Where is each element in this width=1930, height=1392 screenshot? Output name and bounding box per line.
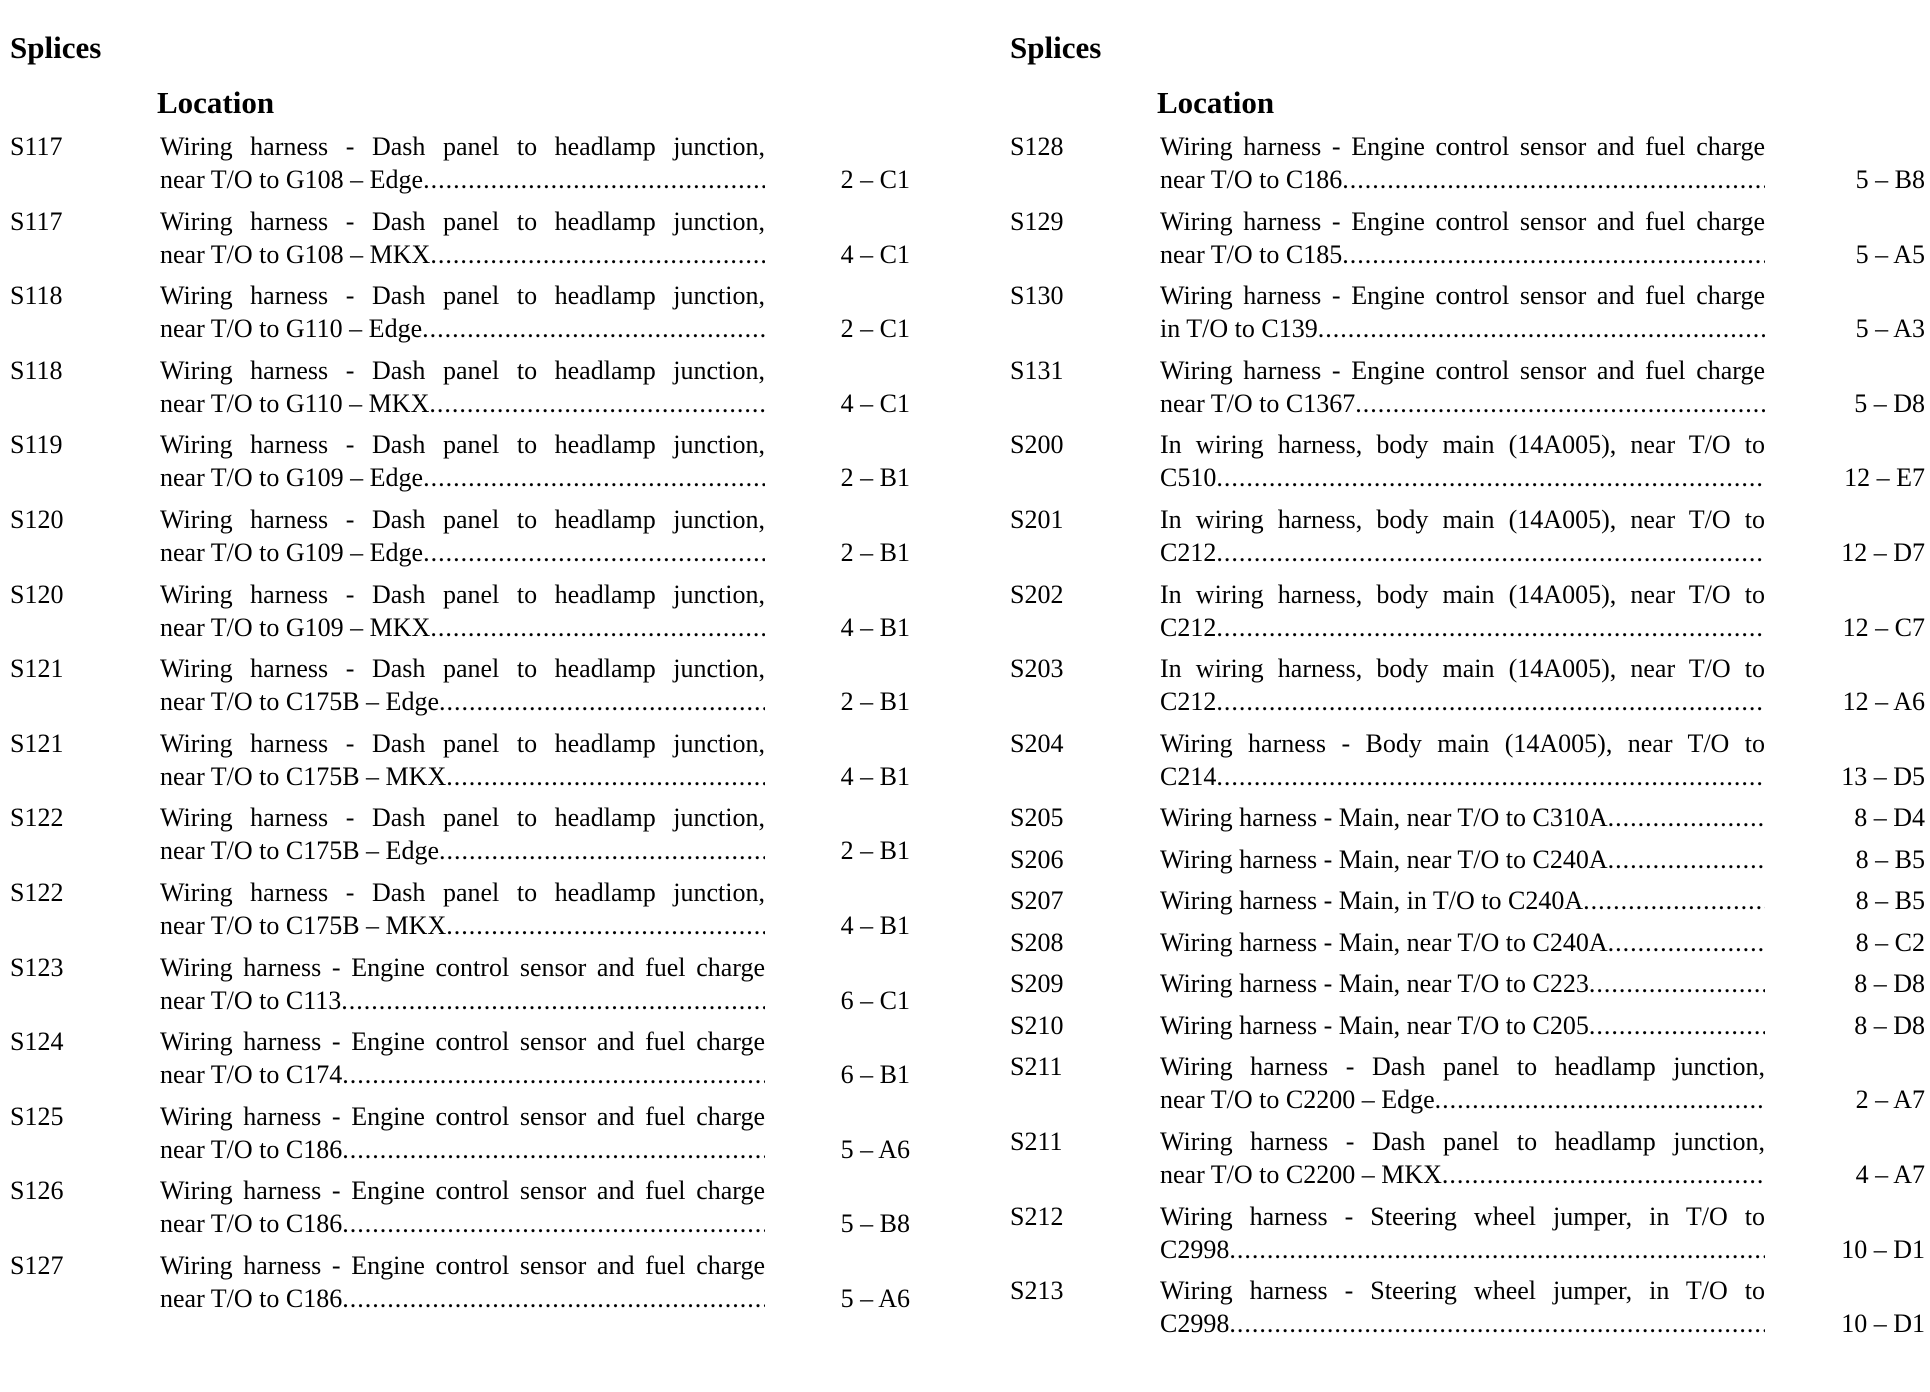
location-line-1: Wiring harness - Dash panel to headlamp junction, bbox=[160, 803, 765, 833]
splice-row bbox=[1010, 843, 1925, 885]
splice-row bbox=[1010, 652, 1925, 727]
grid-reference: 10 – D1 bbox=[1841, 1309, 1925, 1339]
grid-reference: 4 – A7 bbox=[1855, 1159, 1925, 1189]
splice-id: S213 bbox=[1010, 1276, 1064, 1306]
splice-row bbox=[10, 801, 910, 876]
location-line-2 bbox=[160, 1133, 765, 1166]
location-line-2 bbox=[1160, 1083, 1765, 1116]
location-text: Wiring harness - Main, near T/O to C240A bbox=[1160, 927, 1608, 957]
dot-leader bbox=[1229, 1307, 1765, 1340]
grid-reference: 2 – B1 bbox=[840, 463, 910, 493]
location-line bbox=[1160, 1009, 1765, 1042]
dot-leader bbox=[1355, 387, 1765, 420]
location-line-1: Wiring harness - Body main (14A005), near T/O to bbox=[1160, 728, 1765, 758]
splice-row bbox=[1010, 578, 1925, 653]
grid-reference: 2 – A7 bbox=[1855, 1085, 1925, 1115]
dot-leader bbox=[1435, 1083, 1765, 1116]
splice-id: S209 bbox=[1010, 969, 1064, 999]
location-text: near T/O to G110 – Edge bbox=[160, 314, 423, 344]
splice-id: S125 bbox=[10, 1101, 64, 1131]
splice-location bbox=[160, 578, 765, 644]
dot-leader bbox=[1583, 884, 1765, 917]
splice-id: S130 bbox=[1010, 281, 1064, 311]
dot-leader bbox=[1442, 1158, 1765, 1191]
splice-location bbox=[1160, 1009, 1765, 1042]
dot-leader bbox=[1608, 843, 1765, 876]
location-text: near T/O to G110 – MKX bbox=[160, 388, 430, 418]
location-line-2 bbox=[160, 312, 765, 345]
splice-id: S127 bbox=[10, 1250, 64, 1280]
location-line-1: In wiring harness, body main (14A005), near T/O to bbox=[1160, 504, 1765, 534]
location-text: near T/O to C113 bbox=[160, 985, 342, 1015]
grid-reference: 2 – B1 bbox=[840, 687, 910, 717]
splice-location bbox=[1160, 354, 1765, 420]
splice-id: S118 bbox=[10, 355, 63, 385]
splice-location bbox=[1160, 926, 1765, 959]
splice-location bbox=[160, 503, 765, 569]
location-text: C2998 bbox=[1160, 1309, 1230, 1339]
dot-leader bbox=[1216, 760, 1765, 793]
splice-id: S128 bbox=[1010, 132, 1064, 161]
dot-leader bbox=[1318, 312, 1765, 345]
location-text: near T/O to C175B – Edge bbox=[160, 836, 439, 866]
dot-leader bbox=[1216, 461, 1765, 494]
location-line-2 bbox=[160, 461, 765, 494]
location-text: near T/O to C185 bbox=[1160, 239, 1343, 269]
location-line-2 bbox=[160, 1282, 765, 1315]
location-line-1: Wiring harness - Engine control sensor and fuel charge bbox=[1160, 206, 1765, 236]
grid-reference: 2 – C1 bbox=[840, 165, 910, 194]
splice-row bbox=[10, 1100, 910, 1175]
grid-reference: 4 – B1 bbox=[840, 612, 910, 642]
splice-id: S120 bbox=[10, 579, 64, 609]
location-line bbox=[1160, 801, 1765, 834]
dot-leader bbox=[446, 760, 765, 793]
splice-row bbox=[10, 876, 910, 951]
location-line-1: Wiring harness - Engine control sensor and fuel charge bbox=[160, 1176, 765, 1206]
location-line-2 bbox=[160, 387, 765, 420]
location-line-1: Wiring harness - Dash panel to headlamp junction, bbox=[1160, 1126, 1765, 1156]
grid-reference: 8 – D8 bbox=[1854, 969, 1925, 999]
dot-leader bbox=[422, 312, 765, 345]
location-text: Wiring harness - Main, near T/O to C205 bbox=[1160, 1010, 1589, 1040]
splice-id: S123 bbox=[10, 952, 64, 982]
location-text: Wiring harness - Main, near T/O to C223 bbox=[1160, 969, 1589, 999]
splice-id: S126 bbox=[10, 1176, 64, 1206]
splice-id: S207 bbox=[1010, 886, 1064, 916]
location-text: Wiring harness - Main, near T/O to C240A bbox=[1160, 844, 1608, 874]
splice-location bbox=[160, 130, 765, 196]
grid-reference: 10 – D1 bbox=[1841, 1234, 1925, 1264]
splice-location bbox=[160, 727, 765, 793]
location-text: C212 bbox=[1160, 687, 1217, 717]
location-text: near T/O to G108 – Edge bbox=[160, 165, 424, 194]
grid-reference: 12 – E7 bbox=[1844, 463, 1925, 493]
dot-leader bbox=[429, 387, 765, 420]
splice-location bbox=[160, 279, 765, 345]
grid-reference: 5 – D8 bbox=[1854, 388, 1925, 418]
splice-list bbox=[1010, 130, 1925, 1349]
location-text: Wiring harness - Main, near T/O to C310A bbox=[1160, 803, 1608, 833]
splice-row bbox=[1010, 205, 1925, 280]
grid-reference: 4 – B1 bbox=[840, 910, 910, 940]
location-text: in T/O to C139 bbox=[1160, 314, 1318, 344]
splice-location bbox=[1160, 843, 1765, 876]
location-line bbox=[1160, 926, 1765, 959]
splice-location bbox=[1160, 967, 1765, 1000]
location-text: near T/O to C186 bbox=[160, 1209, 343, 1239]
splice-row bbox=[10, 130, 910, 205]
location-line bbox=[1160, 843, 1765, 876]
splice-id: S117 bbox=[10, 132, 63, 161]
grid-reference: 5 – A6 bbox=[840, 1134, 910, 1164]
location-column-header: Location bbox=[1157, 85, 1275, 120]
grid-reference: 4 – C1 bbox=[840, 388, 910, 418]
splice-id: S121 bbox=[10, 728, 64, 758]
splice-row bbox=[10, 428, 910, 503]
splice-id: S204 bbox=[1010, 728, 1064, 758]
splice-location bbox=[160, 951, 765, 1017]
splice-location bbox=[1160, 652, 1765, 718]
location-text: near T/O to C174 bbox=[160, 1060, 343, 1090]
location-line-1: Wiring harness - Dash panel to headlamp junction, bbox=[160, 281, 765, 311]
location-line-1: In wiring harness, body main (14A005), near T/O to bbox=[1160, 579, 1765, 609]
location-line-2 bbox=[1160, 760, 1765, 793]
splice-row bbox=[1010, 1009, 1925, 1051]
grid-reference: 8 – D8 bbox=[1854, 1010, 1925, 1040]
splice-id: S211 bbox=[1010, 1126, 1063, 1156]
location-line-2 bbox=[1160, 312, 1765, 345]
location-line-1: In wiring harness, body main (14A005), near T/O to bbox=[1160, 430, 1765, 460]
location-line-1: Wiring harness - Dash panel to headlamp junction, bbox=[1160, 1052, 1765, 1082]
grid-reference: 12 – C7 bbox=[1842, 612, 1925, 642]
location-line bbox=[1160, 967, 1765, 1000]
splice-row bbox=[10, 354, 910, 429]
location-line-1: Wiring harness - Engine control sensor and fuel charge bbox=[1160, 132, 1765, 161]
splice-location bbox=[1160, 1274, 1765, 1340]
grid-reference: 4 – C1 bbox=[840, 239, 910, 269]
dot-leader bbox=[423, 461, 765, 494]
location-line-2 bbox=[1160, 536, 1765, 569]
splice-row bbox=[1010, 1050, 1925, 1125]
splice-id: S122 bbox=[10, 877, 64, 907]
splice-location bbox=[160, 1249, 765, 1315]
grid-reference: 6 – C1 bbox=[840, 985, 910, 1015]
splice-row bbox=[10, 951, 910, 1026]
splice-id: S121 bbox=[10, 654, 64, 684]
location-text: near T/O to C186 bbox=[1160, 165, 1343, 194]
splice-location bbox=[1160, 801, 1765, 834]
splice-row bbox=[1010, 1200, 1925, 1275]
dot-leader bbox=[1216, 685, 1765, 718]
splice-id: S212 bbox=[1010, 1201, 1064, 1231]
splice-row bbox=[1010, 727, 1925, 802]
location-line-2 bbox=[1160, 163, 1765, 196]
location-text: near T/O to G109 – Edge bbox=[160, 537, 424, 567]
splice-row bbox=[10, 578, 910, 653]
splice-id: S131 bbox=[1010, 355, 1064, 385]
location-line-1: Wiring harness - Steering wheel jumper, in T/O to bbox=[1160, 1276, 1765, 1306]
dot-leader bbox=[1589, 1009, 1765, 1042]
grid-reference: 12 – D7 bbox=[1841, 537, 1925, 567]
splice-location bbox=[160, 428, 765, 494]
location-text: C212 bbox=[1160, 537, 1217, 567]
dot-leader bbox=[1608, 926, 1765, 959]
grid-reference: 5 – B8 bbox=[1855, 165, 1925, 194]
splice-row bbox=[10, 205, 910, 280]
splice-row bbox=[1010, 884, 1925, 926]
dot-leader bbox=[1342, 163, 1765, 196]
location-line-2 bbox=[160, 163, 765, 196]
location-line-2 bbox=[160, 834, 765, 867]
splice-location bbox=[1160, 578, 1765, 644]
grid-reference: 6 – B1 bbox=[840, 1060, 910, 1090]
location-text: near T/O to C186 bbox=[160, 1134, 343, 1164]
splice-id: S210 bbox=[1010, 1010, 1064, 1040]
dot-leader bbox=[342, 1282, 765, 1315]
splice-id: S206 bbox=[1010, 844, 1064, 874]
location-line-2 bbox=[160, 1207, 765, 1240]
location-line-2 bbox=[160, 685, 765, 718]
location-line-2 bbox=[160, 909, 765, 942]
location-line-1: Wiring harness - Dash panel to headlamp junction, bbox=[160, 430, 765, 460]
splice-location bbox=[1160, 1050, 1765, 1116]
splice-location bbox=[1160, 130, 1765, 196]
splice-list bbox=[10, 130, 910, 1324]
dot-leader bbox=[446, 909, 765, 942]
grid-reference: 13 – D5 bbox=[1841, 761, 1925, 791]
location-line-2 bbox=[1160, 1233, 1765, 1266]
location-line-1: Wiring harness - Engine control sensor and fuel charge bbox=[160, 1027, 765, 1057]
splice-id: S129 bbox=[1010, 206, 1064, 236]
splice-location bbox=[1160, 428, 1765, 494]
location-line-1: Wiring harness - Engine control sensor and fuel charge bbox=[160, 1250, 765, 1280]
splice-location bbox=[1160, 727, 1765, 793]
splice-id: S124 bbox=[10, 1027, 64, 1057]
dot-leader bbox=[430, 611, 765, 644]
dot-leader bbox=[439, 685, 765, 718]
dot-leader bbox=[342, 1207, 765, 1240]
location-text: C212 bbox=[1160, 612, 1217, 642]
splice-id: S200 bbox=[1010, 430, 1064, 460]
dot-leader bbox=[341, 984, 765, 1017]
location-line-1: Wiring harness - Dash panel to headlamp junction, bbox=[160, 206, 765, 236]
splice-row bbox=[1010, 428, 1925, 503]
location-line-1: Wiring harness - Dash panel to headlamp junction, bbox=[160, 132, 765, 161]
dot-leader bbox=[342, 1133, 765, 1166]
splice-row bbox=[10, 1174, 910, 1249]
splice-location bbox=[160, 354, 765, 420]
grid-reference: 5 – A5 bbox=[1855, 239, 1925, 269]
grid-reference: 8 – B5 bbox=[1855, 844, 1925, 874]
location-line-1: Wiring harness - Engine control sensor and fuel charge bbox=[160, 1101, 765, 1131]
splice-location bbox=[1160, 884, 1765, 917]
location-text: near T/O to C175B – Edge bbox=[160, 687, 439, 717]
splice-id: S203 bbox=[1010, 654, 1064, 684]
splice-id: S205 bbox=[1010, 803, 1064, 833]
splice-location bbox=[160, 1100, 765, 1166]
splice-location bbox=[1160, 205, 1765, 271]
splice-location bbox=[1160, 503, 1765, 569]
grid-reference: 5 – A3 bbox=[1855, 314, 1925, 344]
dot-leader bbox=[342, 1058, 765, 1091]
splice-row bbox=[1010, 279, 1925, 354]
location-line-1: Wiring harness - Dash panel to headlamp junction, bbox=[160, 579, 765, 609]
location-text: C2998 bbox=[1160, 1234, 1230, 1264]
location-line-2 bbox=[1160, 461, 1765, 494]
location-text: near T/O to C175B – MKX bbox=[160, 910, 447, 940]
location-line bbox=[1160, 884, 1765, 917]
location-text: near T/O to G109 – MKX bbox=[160, 612, 431, 642]
location-column-header: Location bbox=[157, 85, 275, 120]
splice-row bbox=[1010, 801, 1925, 843]
location-line-1: Wiring harness - Engine control sensor and fuel charge bbox=[160, 952, 765, 982]
location-line-1: Wiring harness - Engine control sensor and fuel charge bbox=[1160, 355, 1765, 385]
location-text: C510 bbox=[1160, 463, 1217, 493]
splice-row bbox=[1010, 354, 1925, 429]
splice-row bbox=[10, 279, 910, 354]
location-text: near T/O to C186 bbox=[160, 1283, 343, 1313]
splice-location bbox=[160, 205, 765, 271]
location-line-2 bbox=[160, 536, 765, 569]
splice-id: S202 bbox=[1010, 579, 1064, 609]
location-text: C214 bbox=[1160, 761, 1217, 791]
location-line-2 bbox=[160, 760, 765, 793]
splice-location bbox=[1160, 1125, 1765, 1191]
dot-leader bbox=[430, 238, 765, 271]
dot-leader bbox=[1229, 1233, 1765, 1266]
location-line-1: Wiring harness - Dash panel to headlamp junction, bbox=[160, 355, 765, 385]
splice-row bbox=[1010, 130, 1925, 205]
splice-id: S117 bbox=[10, 206, 63, 236]
grid-reference: 2 – C1 bbox=[840, 314, 910, 344]
location-line-2 bbox=[160, 238, 765, 271]
splice-location bbox=[1160, 279, 1765, 345]
splice-row bbox=[1010, 503, 1925, 578]
dot-leader bbox=[423, 536, 765, 569]
location-line-2 bbox=[1160, 1307, 1765, 1340]
location-line-2 bbox=[1160, 238, 1765, 271]
splice-id: S118 bbox=[10, 281, 63, 311]
grid-reference: 12 – A6 bbox=[1842, 687, 1925, 717]
grid-reference: 5 – B8 bbox=[840, 1209, 910, 1239]
location-line-1: Wiring harness - Dash panel to headlamp junction, bbox=[160, 877, 765, 907]
splice-id: S120 bbox=[10, 504, 64, 534]
location-line-1: Wiring harness - Dash panel to headlamp junction, bbox=[160, 728, 765, 758]
splice-location bbox=[1160, 1200, 1765, 1266]
splice-row bbox=[10, 727, 910, 802]
section-heading: Splices bbox=[10, 30, 102, 65]
grid-reference: 4 – B1 bbox=[840, 761, 910, 791]
location-line-1: Wiring harness - Dash panel to headlamp junction, bbox=[160, 654, 765, 684]
location-line-2 bbox=[1160, 387, 1765, 420]
location-text: Wiring harness - Main, in T/O to C240A bbox=[1160, 886, 1584, 916]
location-line-2 bbox=[160, 1058, 765, 1091]
dot-leader bbox=[1216, 611, 1765, 644]
grid-reference: 5 – A6 bbox=[840, 1283, 910, 1313]
location-line-2 bbox=[160, 984, 765, 1017]
splice-id: S211 bbox=[1010, 1052, 1063, 1082]
grid-reference: 2 – B1 bbox=[840, 537, 910, 567]
splice-row bbox=[1010, 967, 1925, 1009]
splice-id: S119 bbox=[10, 430, 63, 460]
splice-id: S122 bbox=[10, 803, 64, 833]
location-line-2 bbox=[160, 611, 765, 644]
splice-row bbox=[10, 503, 910, 578]
dot-leader bbox=[423, 163, 765, 196]
splice-row bbox=[10, 1025, 910, 1100]
grid-reference: 8 – D4 bbox=[1854, 803, 1925, 833]
splice-id: S201 bbox=[1010, 504, 1064, 534]
location-line-1: Wiring harness - Steering wheel jumper, in T/O to bbox=[1160, 1201, 1765, 1231]
section-heading: Splices bbox=[1010, 30, 1102, 65]
location-text: near T/O to C2200 – Edge bbox=[1160, 1085, 1435, 1115]
splice-location bbox=[160, 1174, 765, 1240]
dot-leader bbox=[439, 834, 765, 867]
location-text: near T/O to C2200 – MKX bbox=[1160, 1159, 1442, 1189]
location-line-1: Wiring harness - Dash panel to headlamp junction, bbox=[160, 504, 765, 534]
location-text: near T/O to C175B – MKX bbox=[160, 761, 447, 791]
splice-location bbox=[160, 1025, 765, 1091]
grid-reference: 8 – C2 bbox=[1855, 927, 1925, 957]
splice-id: S208 bbox=[1010, 927, 1064, 957]
dot-leader bbox=[1342, 238, 1765, 271]
location-line-2 bbox=[1160, 611, 1765, 644]
dot-leader bbox=[1608, 801, 1765, 834]
splice-location bbox=[160, 652, 765, 718]
location-line-1: Wiring harness - Engine control sensor and fuel charge bbox=[1160, 281, 1765, 311]
location-text: near T/O to C1367 bbox=[1160, 388, 1356, 418]
grid-reference: 2 – B1 bbox=[840, 836, 910, 866]
dot-leader bbox=[1216, 536, 1765, 569]
splice-row bbox=[10, 652, 910, 727]
location-line-2 bbox=[1160, 685, 1765, 718]
location-line-1: In wiring harness, body main (14A005), near T/O to bbox=[1160, 654, 1765, 684]
location-text: near T/O to G108 – MKX bbox=[160, 239, 431, 269]
splice-location bbox=[160, 801, 765, 867]
splice-location bbox=[160, 876, 765, 942]
splice-row bbox=[10, 1249, 910, 1324]
location-line-2 bbox=[1160, 1158, 1765, 1191]
splice-row bbox=[1010, 1125, 1925, 1200]
grid-reference: 8 – B5 bbox=[1855, 886, 1925, 916]
splice-row bbox=[1010, 926, 1925, 968]
dot-leader bbox=[1589, 967, 1765, 1000]
splice-row bbox=[1010, 1274, 1925, 1349]
location-text: near T/O to G109 – Edge bbox=[160, 463, 424, 493]
